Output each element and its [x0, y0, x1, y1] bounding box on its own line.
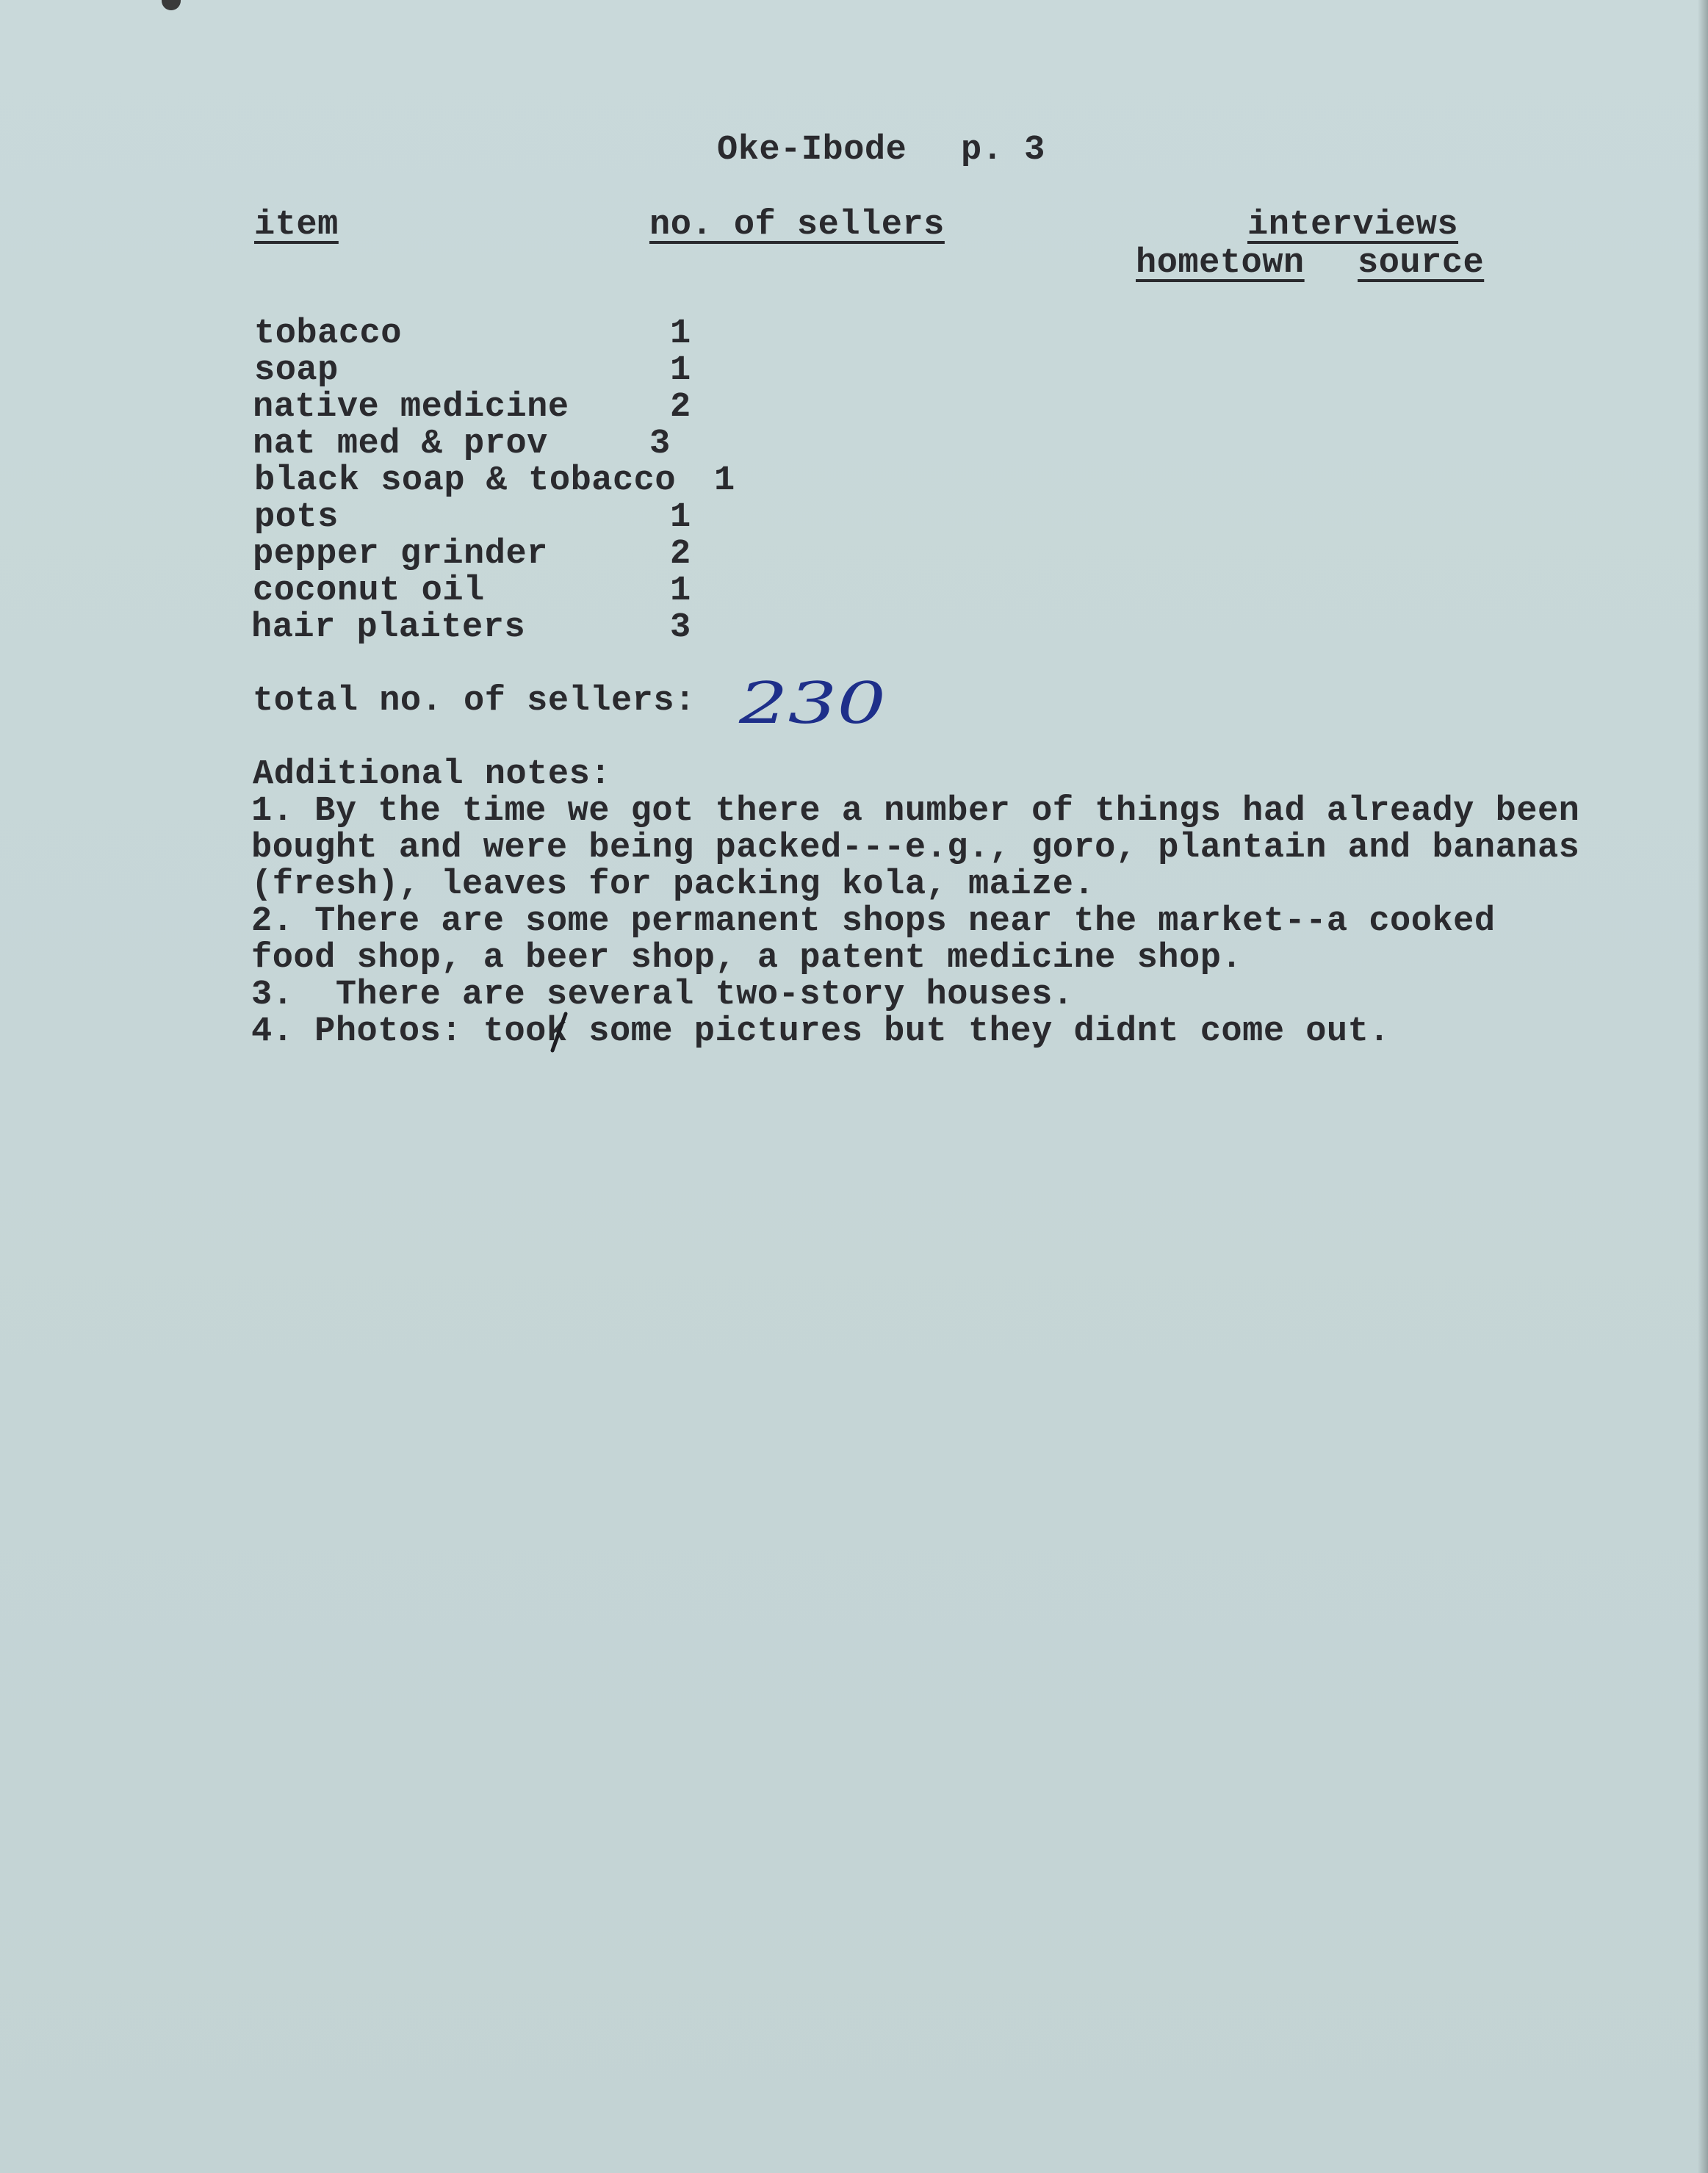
- item-count: 2: [670, 388, 691, 427]
- handwritten-total: [735, 670, 904, 743]
- item-name: black soap & tobacco: [254, 461, 677, 500]
- column-header-interviews: interviews: [1247, 206, 1459, 245]
- handwritten-total-value: 230: [738, 671, 886, 737]
- item-name: nat med & prov: [253, 425, 548, 464]
- item-count: 3: [649, 425, 671, 464]
- item-count: 1: [714, 461, 735, 500]
- note-line: 4. Photos: took some pictures but they didnt come out.: [251, 1012, 1391, 1051]
- column-header-hometown: hometown: [1136, 244, 1305, 283]
- item-name: tobacco: [254, 314, 402, 353]
- page-title: Oke-Ibode: [717, 131, 907, 170]
- page-number: p. 3: [961, 131, 1045, 170]
- column-header-sellers: no. of sellers: [649, 206, 945, 245]
- item-count: 2: [670, 535, 691, 574]
- item-count: 3: [670, 608, 691, 647]
- item-name: coconut oil: [253, 572, 485, 610]
- column-header-source: source: [1358, 244, 1485, 283]
- note-line: bought and were being packed---e.g., goro, plantain and bananas: [251, 829, 1580, 868]
- item-count: 1: [670, 351, 691, 390]
- correction-mark: [544, 1011, 573, 1055]
- item-name: hair plaiters: [251, 608, 526, 647]
- item-count: 1: [670, 498, 691, 537]
- corner-mark: [162, 0, 181, 10]
- note-line: 3. There are several two-story houses.: [251, 976, 1074, 1015]
- item-name: soap: [254, 351, 339, 390]
- page-edge-shadow: [1698, 0, 1708, 2173]
- note-line: 1. By the time we got there a number of things had already been: [251, 792, 1580, 831]
- note-line: food shop, a beer shop, a patent medicine shop.: [251, 939, 1243, 978]
- item-count: 1: [670, 572, 691, 610]
- column-header-item: item: [254, 206, 339, 245]
- item-name: pepper grinder: [253, 535, 548, 574]
- item-name: native medicine: [253, 388, 569, 427]
- notes-heading: Additional notes:: [253, 755, 611, 794]
- item-count: 1: [670, 314, 691, 353]
- note-line: 2. There are some permanent shops near the market--a cooked: [251, 902, 1496, 941]
- item-name: pots: [254, 498, 339, 537]
- note-line: (fresh), leaves for packing kola, maize.: [251, 865, 1095, 904]
- total-label: total no. of sellers:: [253, 682, 696, 721]
